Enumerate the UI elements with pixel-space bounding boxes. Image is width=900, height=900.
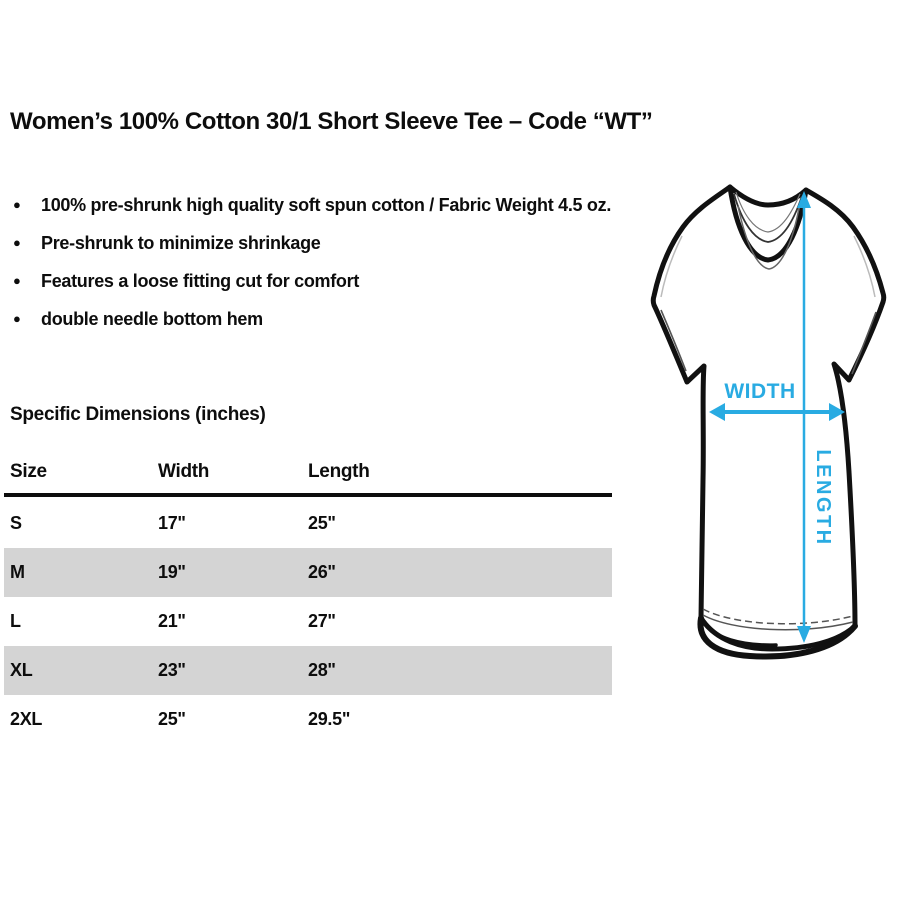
- cell-length: 28": [308, 660, 336, 680]
- cell-size: L: [10, 611, 21, 631]
- cell-size: 2XL: [10, 709, 43, 729]
- feature-text: 100% pre-shrunk high quality soft spun cotton / Fabric Weight 4.5 oz.: [41, 195, 612, 215]
- list-item: [10, 270, 610, 308]
- feature-text: Features a loose fitting cut for comfort: [41, 271, 360, 291]
- list-item: [10, 308, 610, 346]
- cell-width: 17": [158, 513, 186, 533]
- bullet-icon: ●: [13, 235, 21, 250]
- size-table: [4, 452, 612, 744]
- table-row: [4, 548, 612, 597]
- table-row: [4, 499, 612, 548]
- feature-text: Pre-shrunk to minimize shrinkage: [41, 233, 321, 253]
- length-label: LENGTH: [812, 449, 834, 547]
- cell-length: 29.5": [308, 709, 351, 729]
- tshirt-outline-drawing: [653, 187, 884, 657]
- header-rule: [4, 493, 612, 497]
- cell-width: 21": [158, 611, 186, 631]
- feature-text: double needle bottom hem: [41, 309, 263, 329]
- cell-width: 23": [158, 660, 186, 680]
- cell-width: 19": [158, 562, 186, 582]
- list-item: [10, 194, 610, 232]
- cell-size: XL: [10, 660, 33, 680]
- bullet-icon: ●: [13, 311, 21, 326]
- table-row: [4, 597, 612, 646]
- column-header-width: Width: [158, 461, 210, 482]
- width-label: WIDTH: [724, 380, 796, 403]
- cell-width: 25": [158, 709, 186, 729]
- cell-length: 25": [308, 513, 336, 533]
- page-title: Women’s 100% Cotton 30/1 Short Sleeve Tee – Code “WT”: [10, 108, 653, 135]
- table-header-row: [4, 452, 612, 492]
- column-header-length: Length: [308, 461, 370, 482]
- table-row: [4, 646, 612, 695]
- cell-length: 27": [308, 611, 336, 631]
- feature-list: [10, 194, 610, 346]
- list-item: [10, 232, 610, 270]
- bullet-icon: ●: [13, 273, 21, 288]
- cell-size: S: [10, 513, 22, 533]
- cell-size: M: [10, 562, 25, 582]
- column-header-size: Size: [10, 461, 47, 482]
- bullet-icon: ●: [13, 197, 21, 212]
- table-row: [4, 695, 612, 744]
- tshirt-measurement-diagram: [620, 150, 900, 710]
- cell-length: 26": [308, 562, 336, 582]
- dimensions-heading: Specific Dimensions (inches): [10, 404, 266, 425]
